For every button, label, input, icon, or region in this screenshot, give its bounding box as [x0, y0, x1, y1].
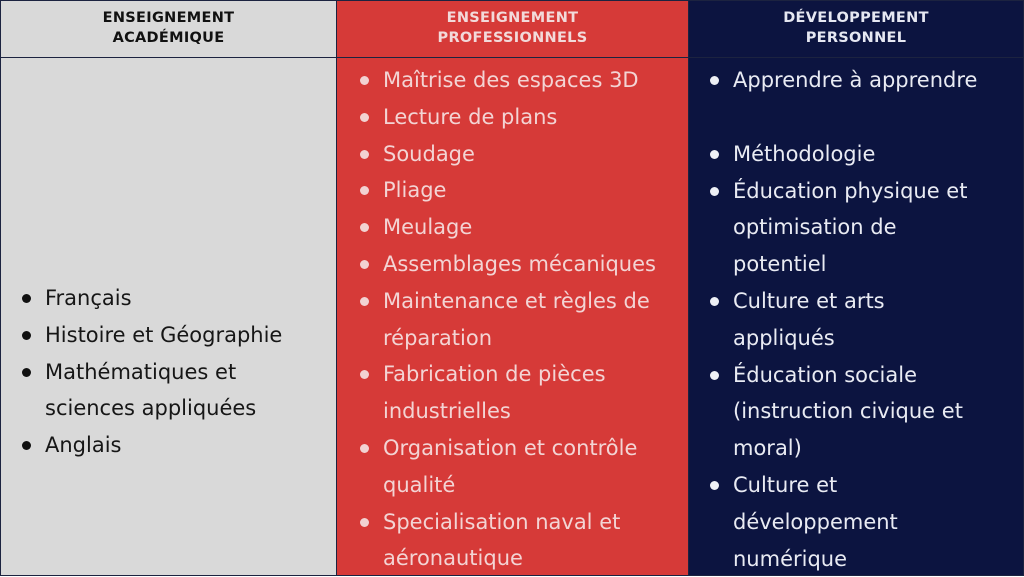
bullet-icon	[360, 297, 369, 306]
list-item	[703, 62, 977, 99]
list-item	[15, 280, 282, 317]
list-item	[703, 136, 977, 173]
list-item-text: Méthodologie	[733, 141, 876, 166]
bullet-icon	[22, 441, 31, 450]
list-item-text: industrielles	[383, 399, 511, 424]
personal-list	[703, 62, 977, 577]
header-professional-line-1: ENSEIGNEMENT	[446, 10, 579, 26]
bullet-icon	[360, 370, 369, 379]
list-item	[703, 357, 977, 467]
header-personal-line-2: PERSONNEL	[805, 30, 907, 46]
cell-personal	[689, 58, 1024, 576]
list-item-text: Assemblages mécaniques	[383, 251, 656, 276]
list-item	[353, 283, 656, 357]
list-item	[353, 62, 656, 99]
bullet-icon	[22, 368, 31, 377]
list-item-text: Pliage	[383, 178, 447, 203]
bullet-icon	[360, 518, 369, 527]
list-item-text: Éducation sociale	[733, 362, 918, 387]
list-item-text: développement	[733, 509, 898, 534]
list-item	[703, 173, 977, 283]
bullet-icon	[710, 150, 719, 159]
list-item-text: Fabrication de pièces	[383, 362, 606, 387]
list-item-text: Soudage	[383, 141, 475, 166]
list-item-text: appliqués	[733, 325, 835, 350]
list-item-text: sciences appliquées	[45, 396, 257, 421]
bullet-icon	[360, 186, 369, 195]
list-item	[703, 467, 977, 577]
list-item	[703, 283, 977, 357]
list-item-text: Maîtrise des espaces 3D	[383, 68, 639, 92]
header-academic-line-1: ENSEIGNEMENT	[102, 10, 235, 26]
list-item-text: Histoire et Géographie	[45, 322, 283, 347]
cell-professional	[337, 58, 689, 576]
list-item	[353, 172, 656, 209]
list-item	[353, 136, 656, 173]
list-item-text: Culture et	[733, 472, 838, 497]
bullet-icon	[360, 113, 369, 122]
list-item-text: Français	[45, 286, 132, 310]
list-item-text: Lecture de plans	[383, 104, 558, 129]
bullet-icon	[710, 371, 719, 380]
header-academic-line-2: ACADÉMIQUE	[112, 30, 225, 46]
list-item-text: optimisation de	[733, 215, 897, 240]
list-item	[15, 317, 282, 354]
list-item-text: numérique	[733, 546, 848, 571]
bullet-icon	[360, 223, 369, 232]
list-item-text: (instruction civique et	[733, 399, 963, 424]
bullet-icon	[710, 481, 719, 490]
list-item	[15, 427, 282, 464]
bullet-icon	[710, 187, 719, 196]
list-item	[15, 354, 282, 428]
list-item-text: Maintenance et règles de	[383, 288, 650, 313]
list-item	[353, 99, 656, 136]
list-item-text: Apprendre à apprendre	[733, 68, 978, 92]
header-academic	[0, 0, 337, 58]
list-item-text: Anglais	[45, 433, 122, 458]
bullet-icon	[360, 76, 369, 85]
list-item	[353, 504, 656, 577]
list-item-text: qualité	[383, 472, 456, 497]
list-item-text: Specialisation naval et	[383, 509, 621, 534]
academic-list	[15, 280, 282, 464]
professional-list	[353, 62, 656, 577]
bullet-icon	[22, 294, 31, 303]
bullet-icon	[360, 150, 369, 159]
header-personal	[689, 0, 1024, 58]
list-item-text: Éducation physique et	[733, 178, 968, 203]
list-item-text: aéronautique	[383, 546, 523, 571]
list-item-text: moral)	[733, 436, 802, 461]
bullet-icon	[360, 260, 369, 269]
bullet-icon	[22, 331, 31, 340]
list-item-text: réparation	[383, 325, 493, 350]
list-item	[353, 246, 656, 283]
list-item-text: Organisation et contrôle	[383, 435, 638, 460]
bullet-icon	[360, 444, 369, 453]
list-item-text: Mathématiques et	[45, 359, 237, 384]
header-professional	[337, 0, 689, 58]
header-professional-line-2: PROFESSIONNELS	[437, 30, 588, 46]
cell-academic	[0, 58, 337, 576]
list-item-text: Meulage	[383, 215, 473, 240]
list-item	[353, 356, 656, 430]
list-item-text: potentiel	[733, 252, 827, 277]
list-item	[353, 209, 656, 246]
bullet-icon	[710, 76, 719, 85]
bullet-icon	[710, 297, 719, 306]
list-item-text: Culture et arts	[733, 288, 885, 313]
header-personal-line-1: DÉVELOPPEMENT	[783, 10, 929, 26]
list-item	[353, 430, 656, 504]
